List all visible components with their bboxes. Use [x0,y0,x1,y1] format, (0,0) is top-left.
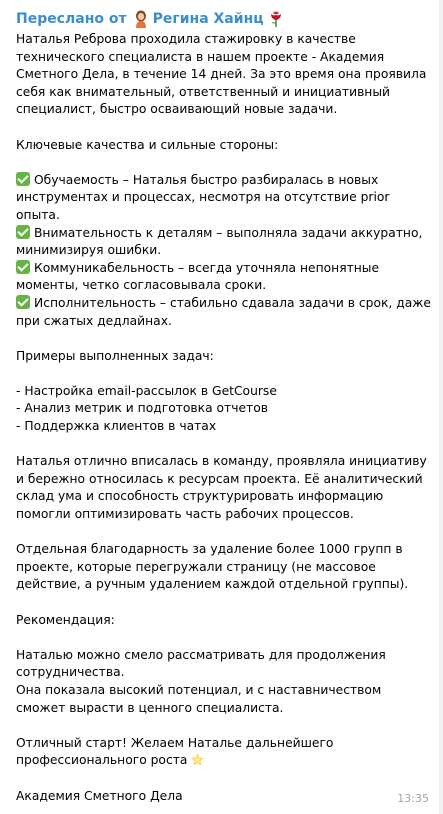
scrollbar[interactable] [439,0,443,814]
closing-line: Отличный старт! Желаем Наталье дальнейшего профессионального роста [16,735,334,768]
quality-item: Коммуникабельность – всегда уточняла непонятные моменты, четко согласовывала сроки. [16,260,380,293]
recommendation-line: Наталью можно смело рассматривать для продолжения сотрудничества. [16,647,386,680]
rose-icon [269,10,283,28]
check-mark-button-icon [16,172,30,186]
example-item: - Настройка email-рассылок в GetCourse [16,383,277,398]
check-mark-button-icon [16,225,30,239]
check-mark-button-icon [16,260,30,274]
gratitude-paragraph: Отдельная благодарность за удаление более 1000 групп в проекте, которые перегружали страницу (не массовое действие, а ручным удалением каждой отдельной группы). [16,542,409,592]
team-paragraph: Наталья отлично вписалась в команду, проявляла инициативу и бережно относилась к ресурсам проекта. Её аналитический склад ума и способность структурировать информацию помогли оптимизировать часть рабочих процессов. [16,454,427,522]
quality-item: Внимательность к деталям – выполняла задачи аккуратно, минимизируя ошибки. [16,225,423,258]
example-item: - Поддержка клиентов в чатах [16,419,217,434]
recommendation-title: Рекомендация: [16,612,115,627]
message-text [16,31,431,805]
example-item: - Анализ метрик и подготовка отчетов [16,401,268,416]
woman-avatar-icon [135,10,147,28]
glowing-star-icon [190,752,205,767]
forwarded-sender-name[interactable]: Регина Хайнц [152,11,264,27]
message-timestamp: 13:35 [397,792,429,805]
forwarded-label: Переслано от [16,11,127,27]
check-mark-button-icon [16,295,30,309]
quality-item: Обучаемость – Наталья быстро разбиралась в новых инструментах и процессах, несмотря на отсутствие prior опыта. [16,172,390,222]
forwarded-header[interactable] [16,8,431,30]
intro-paragraph: Наталья Реброва проходила стажировку в качестве технического специалиста в нашем проекте - Академия Сметного Дела, в течение 14 дней. За это время она проявила себя как внимательный, ответственный и инициативный специалист, быстро осваивающий новые задачи. [16,32,427,117]
recommendation-line: Она показала высокий потенциал, и с наставничеством сможет вырасти в ценного специалиста. [16,682,382,715]
quality-item: Исполнительность – стабильно сдавала задачи в срок, даже при сжатых дедлайнах. [16,295,431,328]
examples-title: Примеры выполненных задач: [16,348,214,363]
qualities-title: Ключевые качества и сильные стороны: [16,137,279,152]
signature-line: Академия Сметного Дела [16,788,183,803]
